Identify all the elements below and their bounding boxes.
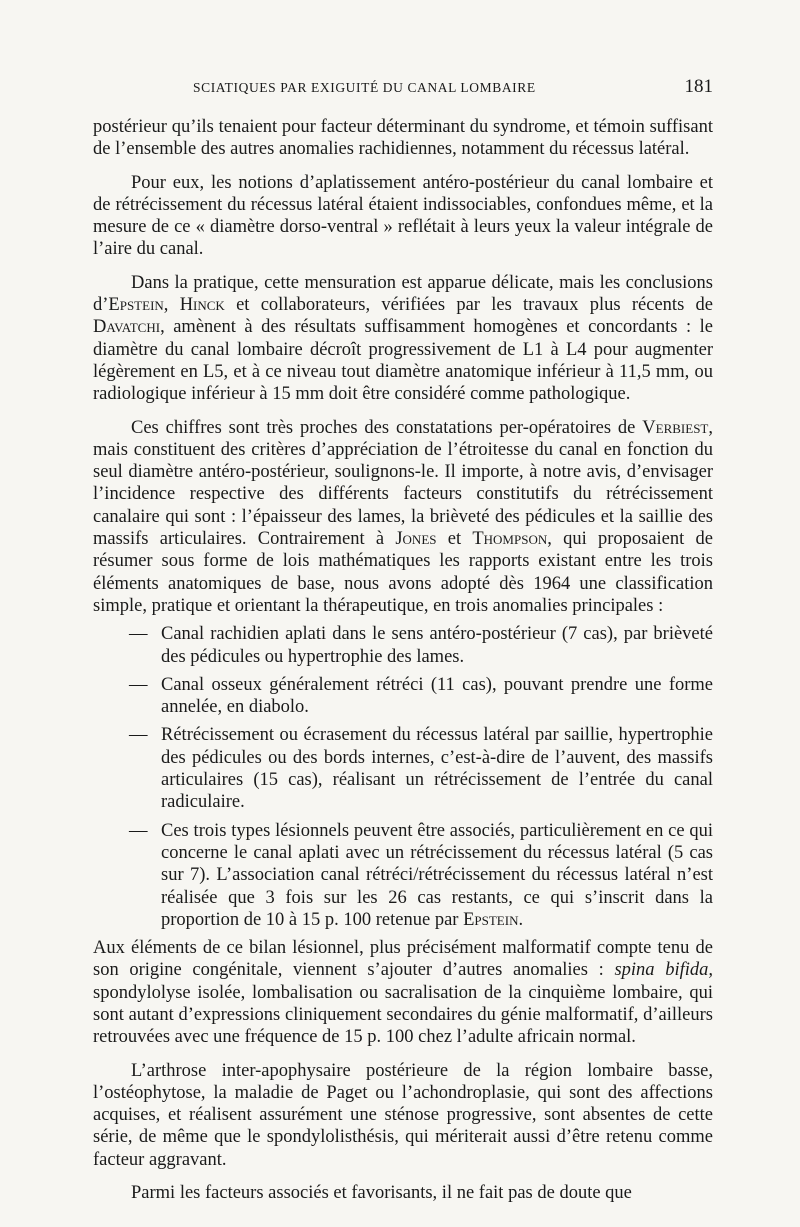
- author-name: Epstein: [463, 909, 519, 930]
- author-name: Thompson: [472, 529, 548, 550]
- text-run: , mais constituent des critères d’appréciation de l’étroitesse du canal en fonction du seul diamètre antéro-postérieur, soulignons-le. Il importe, à notre avis, d’envisager l’incidence respective des différents facteurs constitutifs du rétrécissement canalaire qui sont : l’épaisseur des lames, la brièveté des pédicules et la saillie des massifs articulaires. Contrairement à: [93, 417, 713, 550]
- text-run: Ces chiffres sont très proches des constatations per-opératoires de: [131, 417, 643, 438]
- dash-marker: —: [129, 624, 148, 645]
- anomaly-list: [93, 623, 713, 931]
- paragraph-4: [93, 417, 713, 618]
- author-name: Jones: [395, 529, 437, 550]
- paragraph-3: [93, 272, 713, 406]
- text-run: Aux éléments de ce bilan lésionnel, plus précisément malformatif compte tenu de son origine congénitale, viennent s’ajouter d’autres anomalies :: [93, 938, 713, 981]
- text-run: ,: [163, 295, 180, 316]
- list-item: [93, 623, 713, 668]
- paragraph-6: L’arthrose inter-apophysaire postérieure de la région lombaire basse, l’ostéophytose, la maladie de Paget ou l’achondroplasie, qui sont des affections acquises, et réalisent assurément une sténose progressive, sont absentes de cette série, de même que le spondylolisthésis, qui mériterait aussi d’être retenu comme facteur aggravant.: [93, 1060, 713, 1170]
- list-item: [93, 674, 713, 719]
- text-run: et collaborateurs, vérifiées par les travaux plus récents de: [224, 295, 713, 316]
- text-run: , qui proposaient de résumer sous forme de lois mathématiques les rapports existant entre les trois éléments anatomiques de base, nous avons adopté dès 1964 une classification simple, pratique et orientant la thérapeutique, en trois anomalies principales :: [93, 529, 713, 616]
- dash-marker: —: [129, 820, 148, 841]
- running-title: SCIATIQUES PAR EXIGUITÉ DU CANAL LOMBAIRE: [193, 80, 536, 95]
- running-head: [93, 76, 713, 100]
- text-run: Dans la pratique, cette mensuration est apparue délicate, mais les conclusions d’: [93, 272, 713, 316]
- text-run: Ces trois types lésionnels peuvent être associés, particulièrement en ce qui concerne le canal aplati avec un rétrécissement du récessus latéral (5 cas sur 7). L’association canal rétréci/rétrécissement du récessus latéral n’est réalisée que 3 fois sur les 26 cas restants, ce qui s’inscrit dans la proportion de 10 à 15 p. 100 retenue par: [161, 820, 713, 930]
- dash-marker: —: [129, 674, 148, 695]
- italic-term: spina bifida,: [614, 960, 713, 981]
- author-name: Epstein: [108, 295, 164, 316]
- text-run: spondylolyse isolée, lombalisation ou sacralisation de la cinquième lombaire, qui sont autant d’expressions cliniquement secondaires du génie malformatif, d’ailleurs retrouvées avec une fréquence de 15 p. 100 chez l’adulte africain normal.: [93, 982, 713, 1048]
- list-item-text: [161, 820, 713, 931]
- text-run: , amènent à des résultats suffisamment homogènes et concordants : le diamètre du canal lombaire décroît progressivement de L1 à L4 pour augmenter légèrement en L5, et à ce niveau tout diamètre anatomique inférieur à 11,5 mm, ou radiologique inférieur à 15 mm doit être considéré comme pathologique.: [93, 317, 713, 405]
- dash-marker: —: [129, 725, 148, 746]
- text-run: .: [518, 909, 524, 930]
- paragraph-2: Pour eux, les notions d’aplatissement antéro-postérieur du canal lombaire et de rétrécissement du récessus latéral étaient indissociables, confondues même, et la mesure de ce « diamètre dorso-ventral » reflétait à leurs yeux la valeur intégrale de l’aire du canal.: [93, 172, 713, 260]
- list-item: [93, 820, 713, 931]
- list-item: [93, 724, 713, 813]
- author-name: Hinck: [179, 295, 225, 316]
- author-name: Verbiest: [642, 417, 709, 438]
- paragraph-1: postérieur qu’ils tenaient pour facteur déterminant du syndrome, et témoin suffisant de l’ensemble des autres anomalies rachidiennes, notamment du récessus latéral.: [93, 117, 713, 160]
- paragraph-7: Parmi les facteurs associés et favorisants, il ne fait pas de doute que: [131, 1183, 632, 1204]
- text-run: et: [436, 529, 473, 550]
- list-item-text: Canal osseux généralement rétréci (11 cas), pouvant prendre une forme annelée, en diabolo.: [161, 674, 713, 718]
- author-name: Davatchi: [93, 317, 161, 338]
- list-item-text: Canal rachidien aplati dans le sens antéro-postérieur (7 cas), par brièveté des pédicules ou hypertrophie des lames.: [161, 624, 713, 667]
- page: [93, 76, 713, 1204]
- paragraph-5: [93, 937, 713, 1048]
- list-item-text: Rétrécissement ou écrasement du récessus latéral par saillie, hypertrophie des pédicules ou des bords internes, c’est-à-dire de l’auvent, des massifs articulaires (15 cas), réalisant un rétrécissement de l’entrée du canal radiculaire.: [161, 725, 713, 813]
- page-number: 181: [684, 76, 713, 97]
